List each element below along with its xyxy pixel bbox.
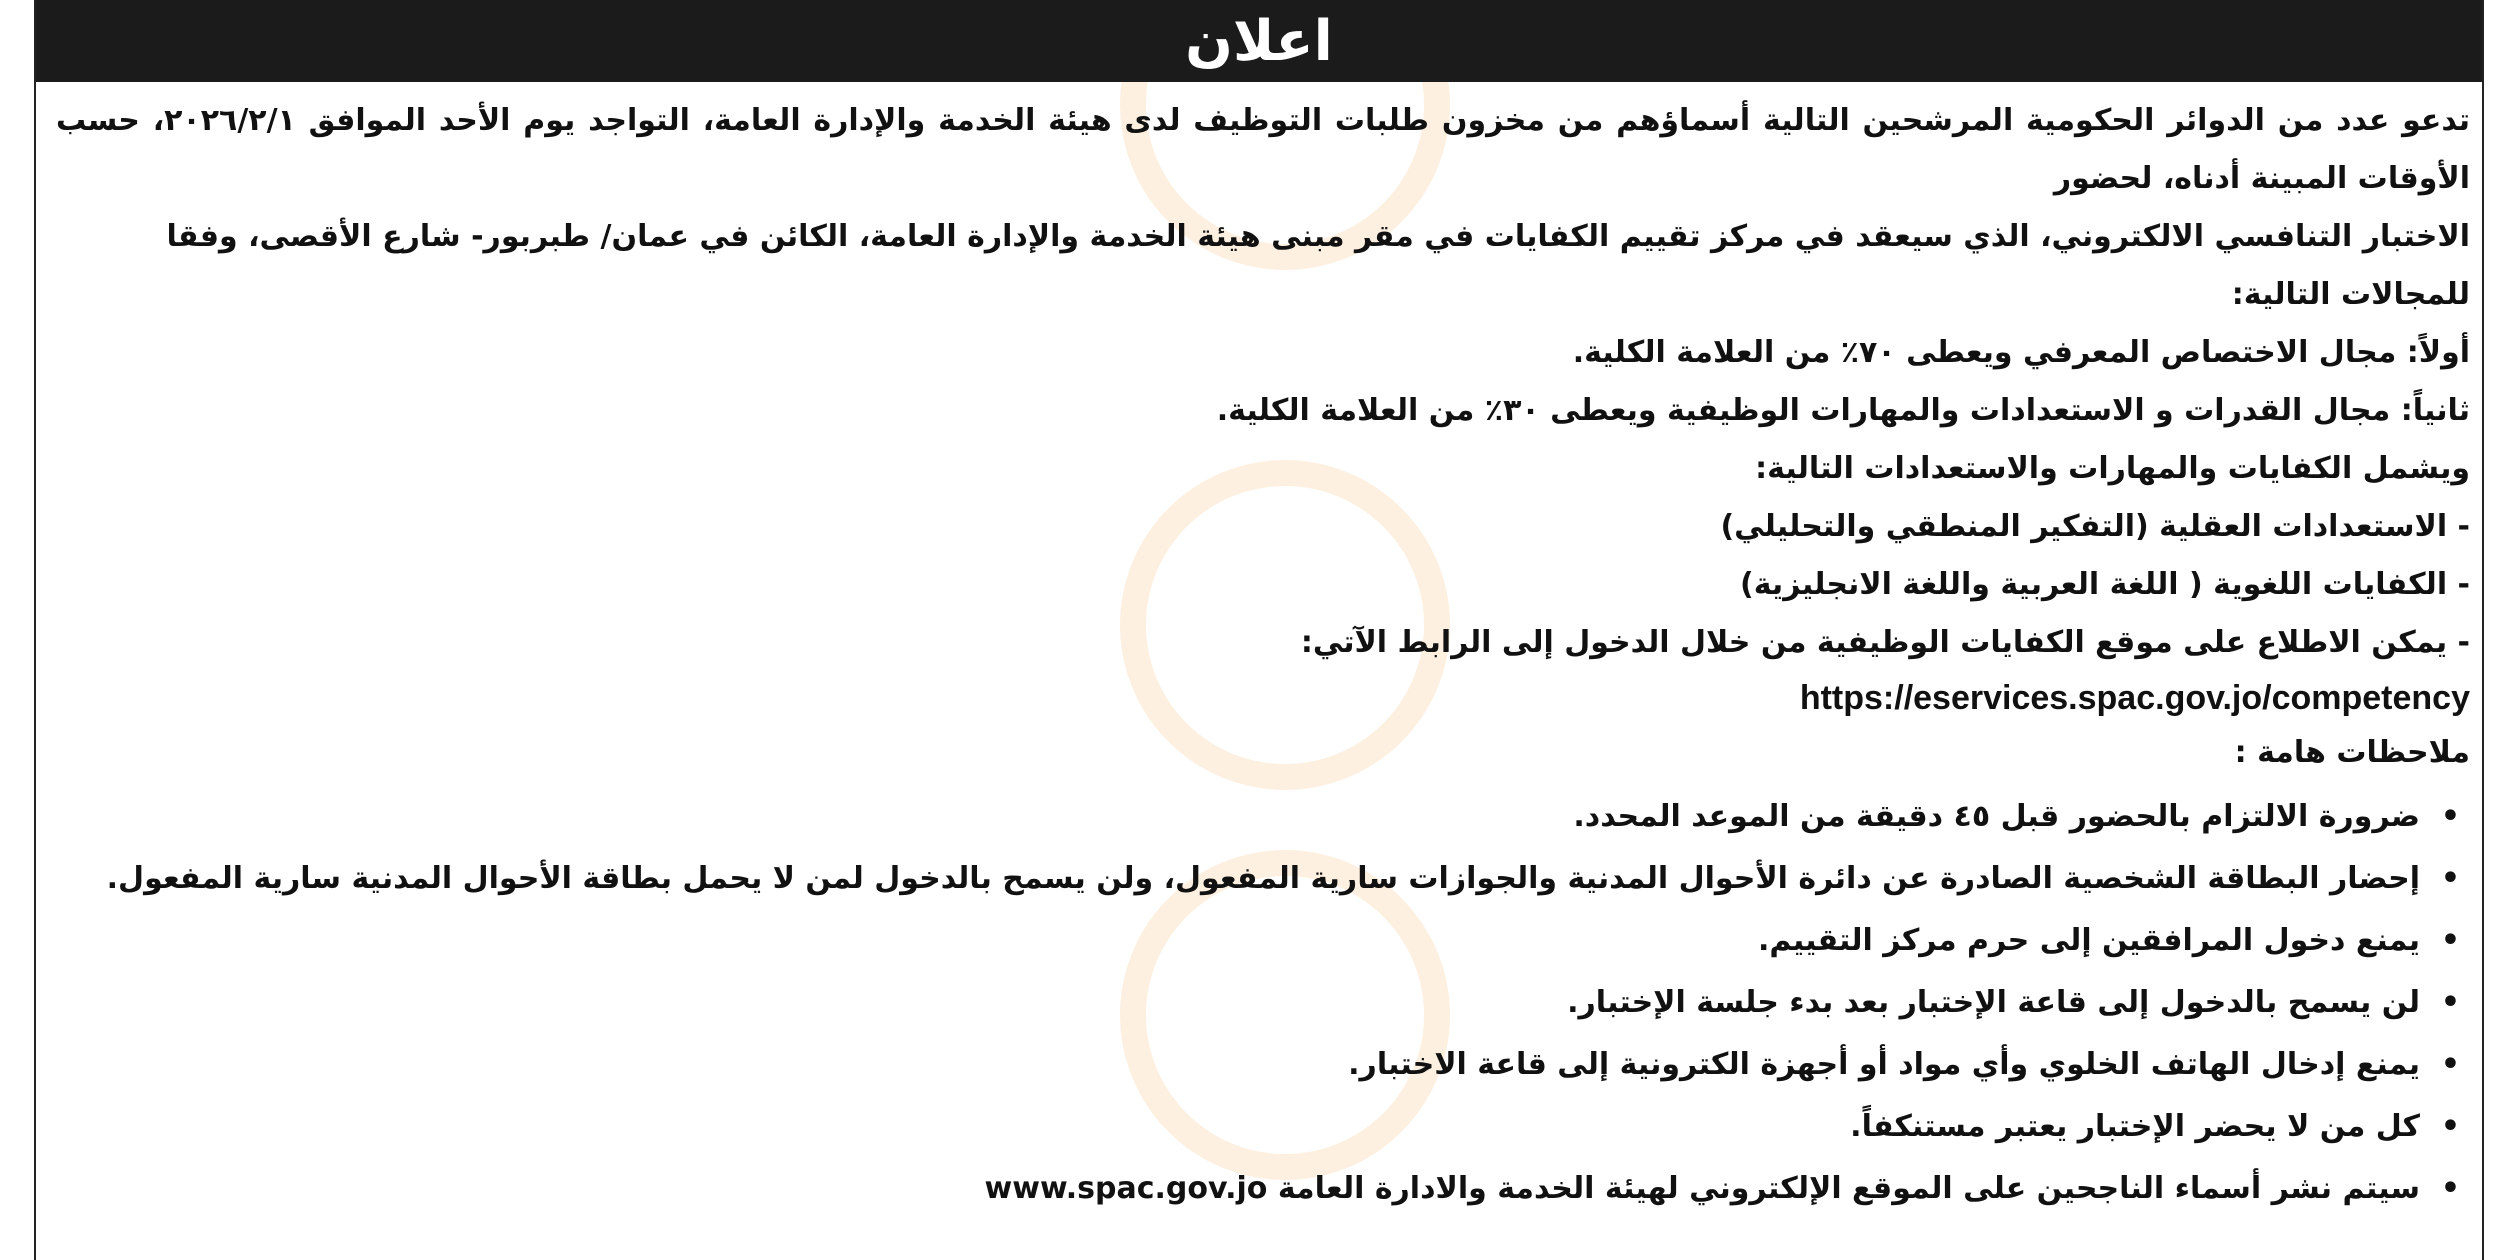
notes-list [56, 786, 2470, 1220]
first-field: أولاً: مجال الاختصاص المعرفي ويعطى ٧٠٪ من العلامة الكلية. [1572, 335, 2470, 370]
note-item: • يمنع إدخال الهاتف الخلوي وأي مواد أو أجهزة الكترونية إلى قاعة الاختبار. [56, 1034, 2420, 1096]
includes-heading: ويشمل الكفايات والمهارات والاستعدادات التالية: [1755, 451, 2470, 486]
announcement-title: اعلان [1185, 8, 1333, 74]
note-item: • كل من لا يحضر الإختبار يعتبر مستنكفاً. [56, 1096, 2420, 1158]
second-field: ثانياً: مجال القدرات و الاستعدادات والمهارات الوظيفية ويعطى ٣٠٪ من العلامة الكلية. [1216, 393, 2470, 428]
note-item: • لن يسمح بالدخول إلى قاعة الإختبار بعد بدء جلسة الإختبار. [56, 972, 2420, 1034]
note-item: • إحضار البطاقة الشخصية الصادرة عن دائرة الأحوال المدنية والجوازات سارية المفعول، ولن يسمح بالدخول لمن لا يحمل بطاقة الأحوال المدنية سارية المفعول. [56, 848, 2420, 910]
competency-item-3: - يمكن الاطلاع على موقع الكفايات الوظيفية من خلال الدخول إلى الرابط الآتي: [1300, 625, 2470, 660]
competency-item-1: - الاستعدادات العقلية (التفكير المنطقي والتحليلي) [1720, 509, 2470, 544]
intro-line-1: تدعو عدد من الدوائر الحكومية المرشحين التالية أسماؤهم من مخزون طلبات التوظيف لدى هيئة الخدمة والإدارة العامة، التواجد يوم الأحد الموافق ٢٠٢٦/٢/١، حسب الأوقات المبينة أدناه، لحضور [56, 103, 2470, 196]
frame-left-border [34, 0, 36, 1260]
frame-right-border [2482, 0, 2484, 1260]
notes-title: ملاحظات هامة : [2234, 735, 2470, 770]
intro-line-2: الاختبار التنافسي الالكتروني، الذي سيعقد في مركز تقييم الكفايات في مقر مبنى هيئة الخدمة والإدارة العامة، الكائن في عمان/ طبربور- شارع الأقصى، وفقا للمجالات التالية: [166, 219, 2470, 312]
note-item: • سيتم نشر أسماء الناجحين على الموقع الإلكتروني لهيئة الخدمة والادارة العامة www.spac.gov.jo [56, 1158, 2420, 1220]
competency-link[interactable]: https://eservices.spac.gov.jo/competency [1799, 679, 2470, 717]
note-item: • يمنع دخول المرافقين إلى حرم مركز التقييم. [56, 910, 2420, 972]
competency-item-2: - الكفايات اللغوية ( اللغة العربية واللغة الانجليزية) [1740, 567, 2470, 602]
note-item: • ضرورة الالتزام بالحضور قبل ٤٥ دقيقة من الموعد المحدد. [56, 786, 2420, 848]
announcement-body [56, 0, 2470, 1220]
